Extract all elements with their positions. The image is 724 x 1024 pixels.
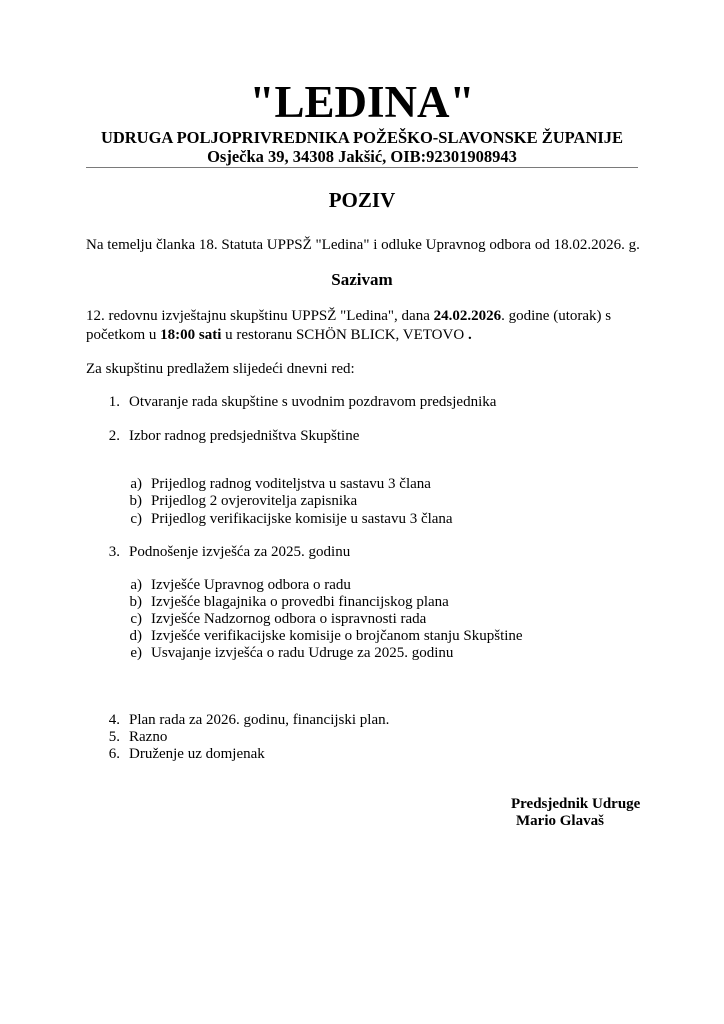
agenda-item-number: 6. bbox=[108, 746, 120, 762]
agenda-item-number: 5. bbox=[108, 729, 120, 745]
sub-item-text: Izvješće Upravnog odbora o radu bbox=[151, 577, 351, 593]
signature-name: Mario Glavaš bbox=[516, 813, 604, 829]
meeting-venue: u restoranu SCHÖN BLICK, VETOVO bbox=[221, 327, 468, 343]
sub-item-letter: a) bbox=[130, 476, 142, 492]
agenda-item-number: 4. bbox=[108, 712, 120, 728]
agenda-item-text: Plan rada za 2026. godinu, financijski plan. bbox=[129, 712, 390, 728]
organization-full-name: UDRUGA POLJOPRIVREDNIKA POŽEŠKO-SLAVONSKE ŽUPANIJE bbox=[100, 128, 624, 147]
document-subheading: Sazivam bbox=[331, 270, 393, 289]
meeting-date: 24.02.2026 bbox=[433, 308, 502, 324]
sub-item-text: Usvajanje izvješća o radu Udruge za 2025. godinu bbox=[151, 645, 454, 661]
sub-item-letter: b) bbox=[129, 493, 142, 509]
agenda-item-text: Izbor radnog predsjedništva Skupštine bbox=[129, 428, 360, 444]
sub-item-letter: c) bbox=[130, 611, 142, 627]
invitation-line-2 bbox=[86, 326, 472, 345]
intro-paragraph: Na temelju članka 18. Statuta UPPSŽ "Ledina" i odluke Upravnog odbora od 18.02.2026. g. bbox=[86, 237, 640, 253]
agenda-item-number: 3. bbox=[108, 544, 120, 560]
agenda-item-text: Razno bbox=[129, 729, 168, 745]
invitation-text: 12. redovnu izvještajnu skupštinu UPPSŽ "Ledina", dana bbox=[86, 308, 434, 324]
sub-item-letter: d) bbox=[129, 628, 142, 644]
agenda-item-number: 2. bbox=[108, 428, 120, 444]
agenda-item-text: Otvaranje rada skupštine s uvodnim pozdravom predsjednika bbox=[129, 394, 497, 410]
sub-item-letter: e) bbox=[130, 645, 142, 661]
agenda-item-text: Podnošenje izvješća za 2025. godinu bbox=[129, 544, 351, 560]
sub-item-text: Prijedlog 2 ovjerovitelja zapisnika bbox=[151, 493, 358, 509]
sub-item-text: Izvješće verifikacijske komisije o brojčanom stanju Skupštine bbox=[151, 628, 523, 644]
invitation-start-text: početkom u bbox=[86, 327, 161, 343]
invitation-line-1 bbox=[86, 307, 611, 326]
agenda-item-number: 1. bbox=[108, 394, 120, 410]
meeting-time: 18:00 sati bbox=[160, 327, 222, 343]
sub-item-text: Izvješće blagajnika o provedbi financijskog plana bbox=[151, 594, 449, 610]
header-divider bbox=[86, 167, 638, 168]
sub-item-text: Prijedlog radnog voditeljstva u sastavu 3 člana bbox=[151, 476, 431, 492]
sub-item-letter: c) bbox=[130, 511, 142, 527]
sub-item-text: Prijedlog verifikacijske komisije u sastavu 3 člana bbox=[151, 511, 453, 527]
document-heading: POZIV bbox=[328, 188, 396, 212]
sub-item-text: Izvješće Nadzornog odbora o ispravnosti rada bbox=[151, 611, 427, 627]
organization-title: "LEDINA" bbox=[249, 77, 475, 127]
organization-address: Osječka 39, 34308 Jakšić, OIB:92301908943 bbox=[207, 147, 517, 166]
invitation-text-cont: . godine (utorak) s bbox=[501, 308, 612, 324]
agenda-intro: Za skupštinu predlažem slijedeći dnevni red: bbox=[86, 361, 355, 377]
sub-item-letter: a) bbox=[130, 577, 142, 593]
signature-role: Predsjednik Udruge bbox=[511, 796, 641, 812]
sub-item-letter: b) bbox=[129, 594, 142, 610]
agenda-item-text: Druženje uz domjenak bbox=[129, 746, 265, 762]
invitation-end: . bbox=[467, 327, 472, 343]
